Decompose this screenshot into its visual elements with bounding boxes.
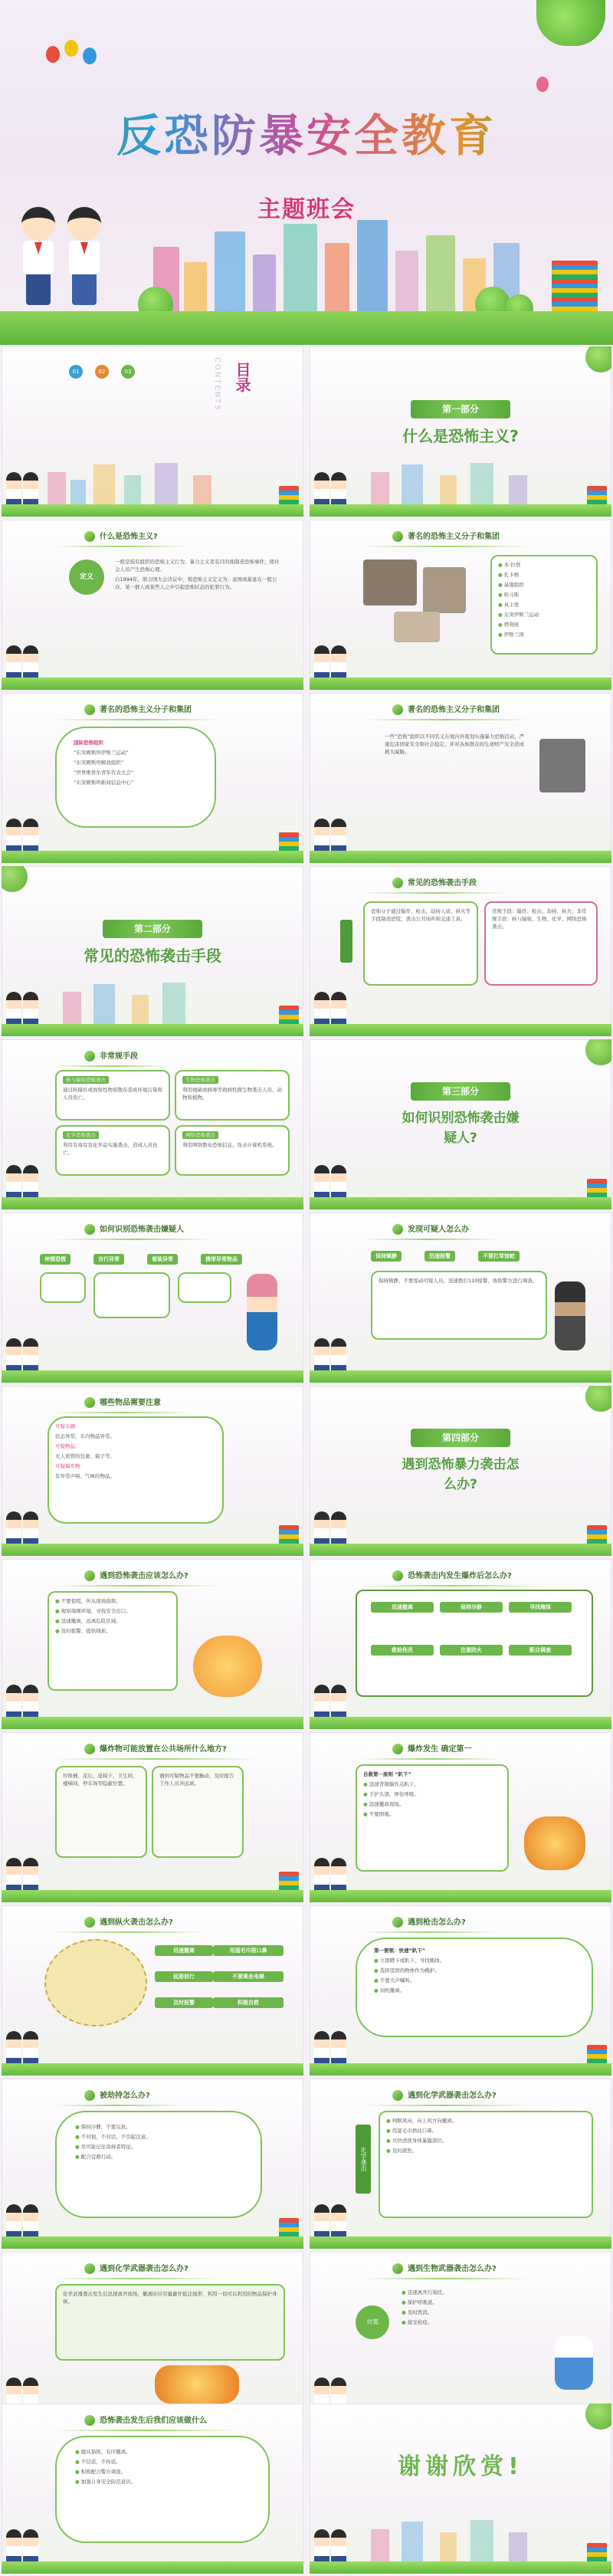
slide-chemical-2: [2, 2252, 303, 2422]
grass-ground: [2, 1544, 303, 1556]
fire-tag: 迅速撤离: [155, 1945, 213, 1956]
slide-heading: 著名的恐怖主义分子和集团: [392, 704, 500, 717]
leaves-decoration: [585, 346, 611, 372]
chem-card: ● 判断风向，向上风方向撤离。 ● 用湿毛巾捂住口鼻。 ● 尽快清洗身体暴露部位。 ● 及时就医。: [379, 2111, 593, 2218]
grass-ground: [310, 2236, 611, 2249]
slide-heading: 遇到纵火袭击怎么办?: [84, 1916, 173, 1930]
leaves-decoration: [585, 1386, 611, 1412]
slide-fire: [2, 1905, 303, 2076]
technique-card: 生物恐怖袭击 利用细菌或病毒等致病性微生物袭击人员、动物和植物。: [175, 1070, 290, 1121]
leaves-decoration: [585, 1039, 611, 1065]
section-badge: 第一部分: [411, 400, 510, 418]
chem-tag: 化学袭击: [356, 2125, 371, 2194]
suspect-illustration: [555, 1281, 585, 1350]
fire-tag: 低姿前行: [155, 1971, 213, 1982]
slide-toc: [2, 346, 303, 517]
city-skyline: [2, 460, 303, 506]
info-box: [40, 1272, 86, 1303]
grass-ground: [310, 2561, 611, 2574]
technique-card: 网络恐怖袭击 利用网络散布恐怖信息、攻击计算机系统。: [175, 1125, 290, 1176]
slide-heading: 遇到生物武器袭击怎么办?: [392, 2263, 497, 2276]
slide-heading: 著名的恐怖主义分子和集团: [84, 704, 192, 717]
photo-placeholder: [394, 612, 440, 642]
section-badge: 第二部分: [103, 920, 202, 938]
slide-part4: [310, 1386, 611, 1556]
grass-ground: [0, 311, 613, 345]
books-illustration: [552, 261, 598, 314]
leaves-decoration: [585, 2404, 611, 2430]
escape-list: ● 不要惊慌，听从现场指挥。 ● 观察周围环境，寻找安全出口。 ● 迅速撤离，远离危险区域。 ● 及时报警，提供线索。: [48, 1591, 178, 1691]
identify-tag: 携带异常物品: [201, 1254, 242, 1265]
suspect-tag: 保持镇静: [371, 1251, 402, 1262]
slide-orgs-3: [310, 693, 611, 863]
slide-heading: 遇到枪击怎么办?: [392, 1916, 466, 1930]
inside-box: 寻找掩体: [509, 1602, 572, 1613]
inside-box: 配合调查: [509, 1645, 572, 1656]
grass-ground: [310, 504, 611, 517]
balloon-icon: [64, 40, 78, 57]
grass-ground: [2, 504, 303, 517]
info-box: [178, 1272, 231, 1303]
orgs-text: 一些“恐怖”组织以不同名义在境内外策划实施暴力恐怖活动，严重危害国家安全和社会稳定，并对各族群众的生命财产安全造成极大威胁。: [385, 733, 525, 755]
slide-heading: 发现可疑人怎么办: [392, 1223, 469, 1237]
section-title: 什么是恐怖主义?: [402, 427, 519, 445]
cover-slide: [0, 0, 613, 345]
slide-heading: 如何识别恐怖袭击嫌疑人: [84, 1223, 184, 1237]
slide-inside: [310, 1559, 611, 1729]
balloon-icon: [46, 46, 60, 63]
grass-ground: [2, 2236, 303, 2249]
leaves-decoration: [2, 866, 28, 892]
section-badge: 第三部分: [411, 1082, 510, 1101]
student-card: ● 服从指挥，有序撤离。 ● 不信谣，不传谣。 ● 积极配合警方调查。 ● 加强自身安全防范意识。: [55, 2436, 270, 2543]
kids-illustration: [193, 1636, 262, 1697]
slide-what-terrorism: [2, 520, 303, 690]
identify-tag: 神情恐慌: [40, 1254, 70, 1265]
kids-illustration: [155, 2365, 239, 2404]
grass-ground: [2, 851, 303, 863]
grass-ground: [2, 1717, 303, 1729]
grass-ground: [310, 1717, 611, 1729]
fire-tag: 积极自救: [213, 1997, 284, 2008]
grass-ground: [2, 1370, 303, 1383]
grass-ground: [2, 1197, 303, 1209]
slide-part1: [310, 346, 611, 517]
doctor-illustration: [555, 2336, 593, 2390]
principle-card: 自救第一原则 “趴下” ● 迅速背朝爆炸点趴下。 ● 手护头部，屏住呼吸。 ● 迅速撤离现场。 ● 不要围观。: [356, 1764, 509, 1872]
slide-attention: [2, 1386, 303, 1556]
slide-part2: [2, 866, 303, 1036]
public-right-page: 遇到可疑物品不要触动，及时报告工作人员并远离。: [152, 1766, 244, 1858]
city-skyline: [310, 2517, 611, 2563]
slide-identify: [2, 1213, 303, 1383]
cover-title: 反恐防暴安全教育: [0, 100, 613, 164]
slide-gun: [310, 1905, 611, 2076]
grass-ground: [310, 1544, 611, 1556]
student-girl-illustration: [61, 207, 107, 307]
grass-ground: [310, 1024, 611, 1036]
fire-tag: 用湿毛巾捂口鼻: [213, 1945, 284, 1956]
technique-card: 核与辐射恐怖袭击 通过核爆炸或放射性物质散布造成环境污染和人员伤亡。: [55, 1070, 170, 1121]
slide-bio: [310, 2252, 611, 2422]
slide-part3: [310, 1039, 611, 1209]
means-right-card: 常规手段：爆炸、枪击、劫持、纵火；非常规手段：核与辐射、生物、化学、网络恐怖袭击。: [484, 901, 598, 986]
slide-orgs-2: [2, 693, 303, 863]
grass-ground: [310, 678, 611, 690]
chem2-card: 化学武器袭击发生后迅速离开现场，撤离时应尽量避开低洼地带，利用一切可以利用的物品保护身体。: [55, 2284, 285, 2361]
slide-heading: 常见的恐怖袭击手段: [392, 877, 477, 891]
grass-ground: [310, 1197, 611, 1209]
info-box: [93, 1272, 170, 1318]
orgs-card: 国际恐怖组织 “东突厥斯坦伊斯兰运动” “东突厥斯坦解放组织” “世界维吾尔青年代表大会” “东突厥斯坦新闻信息中心”: [55, 727, 216, 828]
slide-heading: 恐怖袭击发生后我们应该做什么: [84, 2414, 207, 2428]
student-boy-illustration: [15, 207, 61, 307]
suspect-text: 保持镇静，不要惊动可疑人员，迅速拨打110报警，协助警方进行调查。: [371, 1271, 547, 1340]
bio-tag: 对策: [356, 2305, 389, 2339]
suspect-tag: 不要打草惊蛇: [478, 1251, 520, 1262]
city-skyline: [310, 460, 611, 506]
toc-num-3: 03: [121, 365, 135, 379]
slide-techniques: [2, 1039, 303, 1209]
slide-thanks: [310, 2404, 611, 2574]
slide-heading: 恐怖袭击内发生爆炸后怎么办?: [392, 1570, 512, 1583]
photo-placeholder: [539, 739, 585, 792]
slide-means: [310, 866, 611, 1036]
fire-tag: 不要乘坐电梯: [213, 1971, 284, 1982]
grass-ground: [310, 1370, 611, 1383]
definition-tag: 定义: [69, 560, 104, 595]
slide-heading: 被劫持怎么办?: [84, 2089, 150, 2103]
slide-heading: 遇到化学武器袭击怎么办?: [84, 2263, 188, 2276]
means-left-card: 恐怖分子通过爆炸、枪击、劫持人质、纵火等手段制造恐慌，袭击公共场所和交通工具。: [363, 901, 478, 986]
thanks-text: 谢谢欣赏!: [398, 2453, 523, 2480]
slide-heading: 著名的恐怖主义分子和集团: [392, 530, 500, 544]
section-title: 遇到恐怖暴力袭击怎么办?: [402, 1457, 520, 1492]
slide-student-actions: [2, 2404, 303, 2574]
suspect-tag: 迅速报警: [425, 1251, 455, 1262]
inside-box: 注意防火: [440, 1645, 503, 1656]
section-title: 如何识别恐怖袭击嫌疑人?: [402, 1111, 520, 1146]
slide-chemical: [310, 2079, 611, 2249]
grass-ground: [2, 1890, 303, 1902]
toc-contents: CONTENTS: [213, 357, 221, 412]
gun-card: 第一要领：快速“趴下” ● 立即蹲下或趴下，寻找掩体。 ● 选择坚固的物体作为掩护。 ● 不要大声喊叫。 ● 伺机撤离。: [356, 1938, 593, 2037]
side-marker: [340, 920, 352, 963]
grass-ground: [2, 1024, 303, 1036]
slide-heading: 哪些物品需要注意: [84, 1396, 161, 1410]
toc-title: 目录: [233, 362, 251, 392]
slide-escape: [2, 1559, 303, 1729]
toc-num-2: 02: [95, 365, 109, 379]
photo-placeholder: [363, 560, 417, 605]
slide-heading: 非常规手段: [84, 1050, 138, 1064]
slide-principle: [310, 1732, 611, 1902]
section-title: 常见的恐怖袭击手段: [84, 947, 221, 965]
kids-illustration: [524, 1816, 585, 1870]
grass-ground: [310, 851, 611, 863]
bio-list: ● 迅速离开污染区。 ● 保护呼吸道。 ● 及时洗消。 ● 接受检疫。: [395, 2284, 549, 2384]
girl-illustration: [247, 1274, 277, 1350]
inside-box: 迅速撤离: [371, 1602, 434, 1613]
section-badge: 第四部分: [411, 1429, 510, 1447]
orgs-list: ● 本·拉登 ● 扎卡维 ● 基地组织 ● 哈马斯 ● 真主党 ● 东突伊斯兰运动 ● 塔利班 ● 伊斯兰国: [490, 555, 598, 655]
inside-box: 保持冷静: [440, 1602, 503, 1613]
inside-box: 救助伤员: [371, 1645, 434, 1656]
identify-tag: 着装异常: [147, 1254, 178, 1265]
slide-public-places: [2, 1732, 303, 1902]
cover-subtitle: 主题班会: [257, 196, 356, 223]
slide-suspect: [310, 1213, 611, 1383]
slide-heading: 什么是恐怖主义?: [84, 530, 158, 544]
slide-heading: 爆炸物可能放置在公共场所什么地方?: [84, 1743, 227, 1757]
identify-tag: 言行异常: [93, 1254, 124, 1265]
technique-card: 化学恐怖袭击 利用有毒有害化学品实施袭击，造成人员伤亡。: [55, 1125, 170, 1176]
city-skyline: [2, 980, 303, 1025]
leaves-decoration: [536, 0, 605, 46]
public-left-page: 垃圾桶、花坛、座椅下、卫生间、楼梯间、停车场等隐蔽位置。: [55, 1766, 147, 1858]
hostage-card: ● 保持冷静，不要反抗。 ● 不对视，不对话，不引起注意。 ● 尽可能记住劫持者特征。 ● 配合营救行动。: [55, 2111, 262, 2218]
slide-heading: 爆炸发生 确定第一: [392, 1743, 471, 1757]
grass-ground: [310, 2063, 611, 2076]
slide-hostage: [2, 2079, 303, 2249]
attention-card: 可疑车辆： 状态异常，车内物品异常。 可疑物品： 无人看管的包裹、箱子等。 可疑爆炸物： 有异常声响、气味的物品。: [48, 1416, 224, 1524]
definition-text: 一般是指有组织的恐怖主义行为，暴力主义者有目的地制造恐怖事件，使社会人员产生恐惧心理。 自1994年，联合国大会决议中，将恐怖主义定义为：意图或蓄意在一般公众、某一群人或某些人之中引起恐怖状态的犯罪行为。: [115, 559, 280, 590]
slide-heading: 遇到化学武器袭击怎么办?: [392, 2089, 497, 2103]
hot-air-balloon-icon: [536, 77, 549, 92]
slide-famous-orgs: [310, 520, 611, 690]
fire-tag: 及时报警: [155, 1997, 213, 2008]
grass-ground: [2, 2063, 303, 2076]
fire-illustration: [44, 1939, 147, 2026]
toc-num-1: 01: [69, 365, 83, 379]
grass-ground: [2, 2561, 303, 2574]
photo-placeholder: [423, 567, 466, 613]
grass-ground: [310, 1890, 611, 1902]
grass-ground: [2, 678, 303, 690]
slide-heading: 遇到恐怖袭击应该怎么办?: [84, 1570, 188, 1583]
balloon-icon: [83, 48, 97, 64]
